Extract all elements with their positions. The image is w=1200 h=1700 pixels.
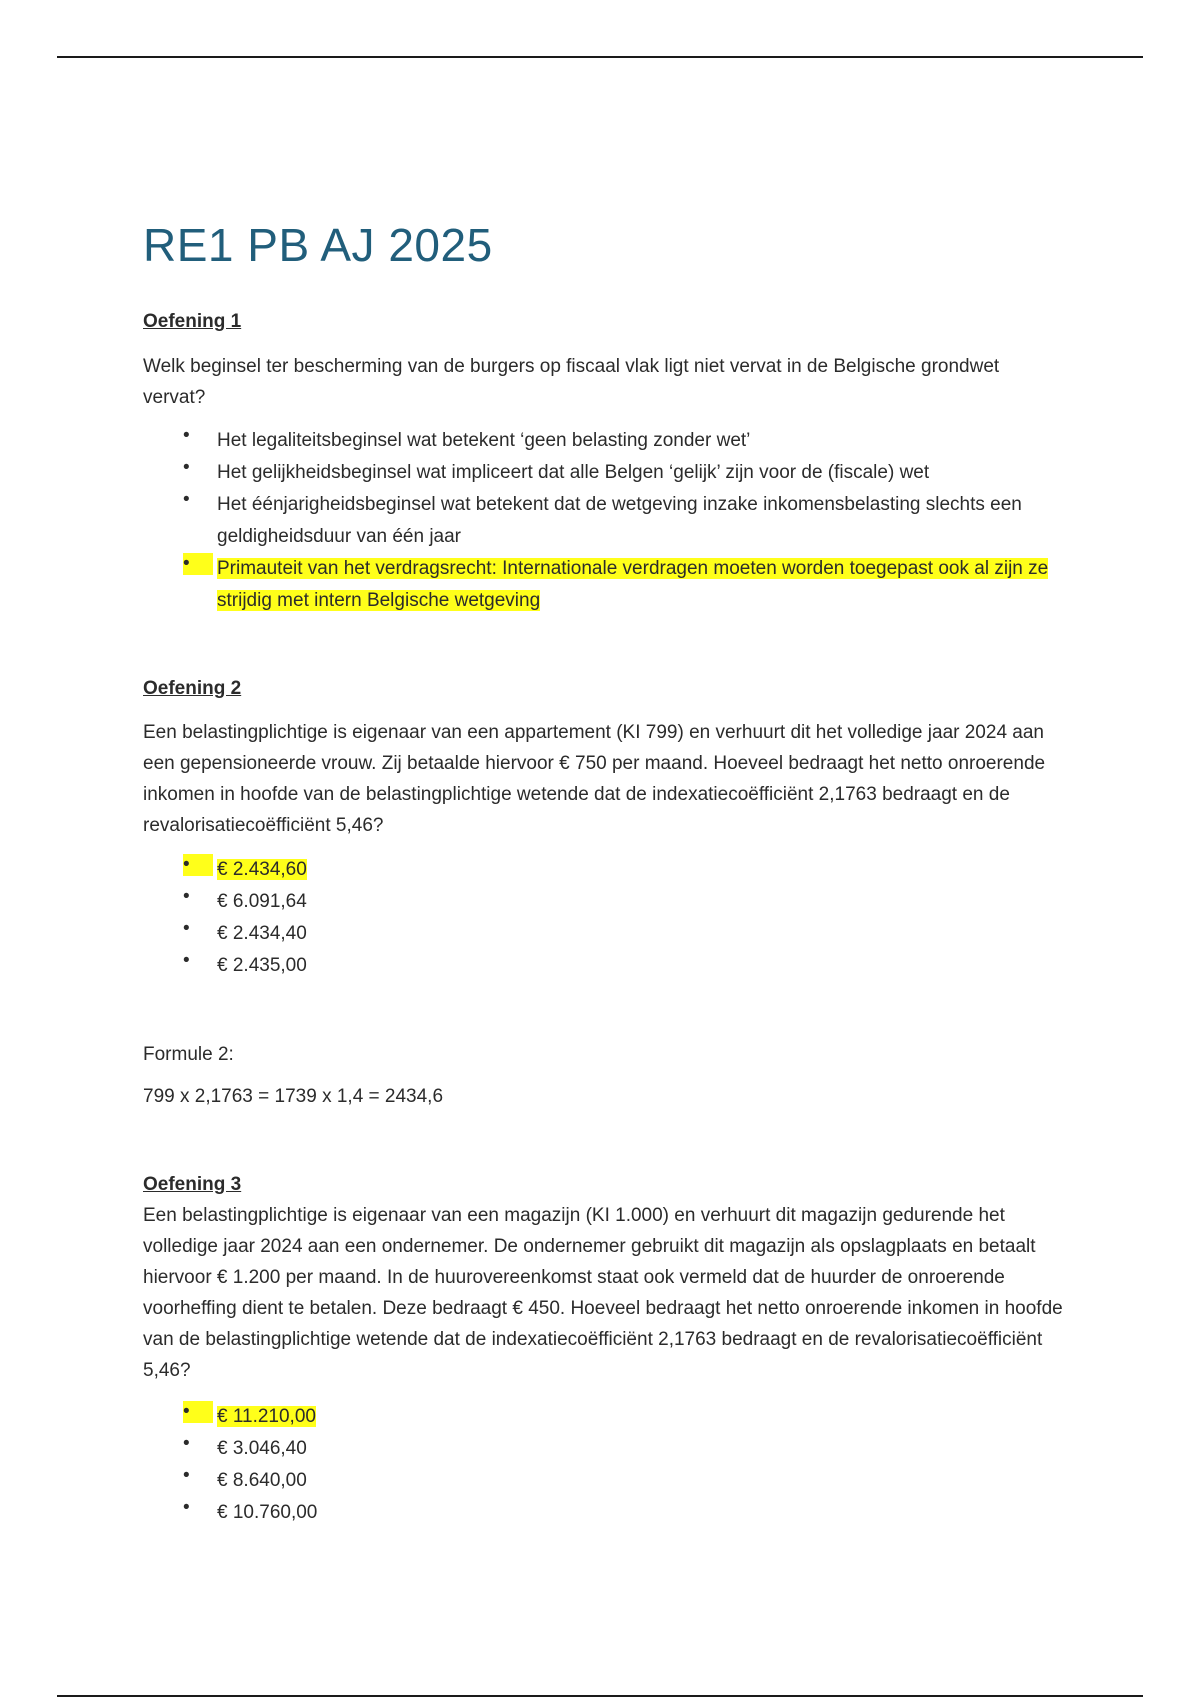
bullet-icon: •: [183, 489, 190, 510]
exercise-1-options: [183, 425, 1063, 617]
document-title: RE1 PB AJ 2025: [143, 219, 493, 271]
bullet-icon: •: [183, 854, 213, 876]
exercise-3-option-2: • € 3.046,40: [183, 1433, 307, 1459]
exercise-2-heading: Oefening 2: [143, 678, 242, 699]
exercise-3-option-3: • € 8.640,00: [183, 1465, 307, 1491]
bullet-icon: •: [183, 886, 190, 907]
exercise-1-option-3: • Het éénjarigheidsbeginsel wat betekent dat de wetgeving inzake inkomensbelasting slechts een geldigheidsduur van één jaar: [183, 489, 1022, 547]
bullet-icon: •: [183, 1433, 190, 1454]
exercise-3-option-1: • € 11.210,00: [183, 1401, 316, 1427]
exercise-3-option-4: • € 10.760,00: [183, 1497, 318, 1523]
exercise-3-heading: Oefening 3: [143, 1174, 242, 1195]
exercise-2-formula: 799 x 2,1763 = 1739 x 1,4 = 2434,6: [143, 1086, 444, 1107]
bullet-icon: •: [183, 457, 190, 478]
bullet-icon: •: [183, 425, 190, 446]
exercise-2-option-1: • € 2.434,60: [183, 854, 307, 880]
bullet-icon: •: [183, 1465, 190, 1486]
exercise-2-option-3: • € 2.434,40: [183, 918, 307, 944]
exercise-2-question: Een belastingplichtige is eigenaar van een appartement (KI 799) en verhuurt dit het volledige jaar 2024 aan een gepensioneerde vrouw. Zij betaalde hiervoor € 750 per maand. Hoeveel bedraagt het netto onroerende inkomen in hoofde van de belastingplichtige wetende dat de indexatiecoëfficiënt 2,1763 bedraagt en de revalorisatiecoëfficiënt 5,46?: [143, 722, 1046, 836]
bottom-rule: [57, 1695, 1143, 1697]
exercise-2-formula-label: Formule 2:: [143, 1044, 234, 1065]
exercise-1-option-4: • Primauteit van het verdragsrecht: Internationale verdragen moeten worden toegepast ook al zijn ze strijdig met intern Belgische wetgeving: [183, 553, 1049, 611]
bullet-icon: •: [183, 918, 190, 939]
top-rule: [57, 56, 1143, 58]
exercise-3-question: Een belastingplichtige is eigenaar van een magazijn (KI 1.000) en verhuurt dit magazijn gedurende het volledige jaar 2024 aan een ondernemer. De ondernemer gebruikt dit magazijn als opslagplaats en betaalt hiervoor € 1.200 per maand. In de huurovereenkomst staat ook vermeld dat de huurder de onroerende voorheffing dient te betalen. Deze bedraagt € 450. Hoeveel bedraagt het netto onroerende inkomen in hoofde van de belastingplichtige wetende dat de indexatiecoëfficiënt 2,1763 bedraagt en de revalorisatiecoëfficiënt 5,46?: [143, 1205, 1063, 1381]
exercise-2-option-2: • € 6.091,64: [183, 886, 307, 912]
bullet-icon: •: [183, 1401, 213, 1423]
exercise-1-option-1: • Het legaliteitsbeginsel wat betekent ‘geen belasting zonder wet’: [183, 425, 751, 451]
bullet-icon: •: [183, 950, 190, 971]
exercise-2-option-4: • € 2.435,00: [183, 950, 307, 976]
exercise-1-question: Welk beginsel ter bescherming van de burgers op fiscaal vlak ligt niet vervat in de Belgische grondwet vervat?: [143, 356, 1000, 408]
exercise-3-options: [183, 1401, 1063, 1529]
exercise-1-option-2: • Het gelijkheidsbeginsel wat impliceert dat alle Belgen ‘gelijk’ zijn voor de (fiscale) wet: [183, 457, 930, 483]
exercise-2-options: [183, 854, 1063, 982]
bullet-icon: •: [183, 553, 213, 575]
exercise-1-heading: Oefening 1: [143, 311, 242, 332]
bullet-icon: •: [183, 1497, 190, 1518]
